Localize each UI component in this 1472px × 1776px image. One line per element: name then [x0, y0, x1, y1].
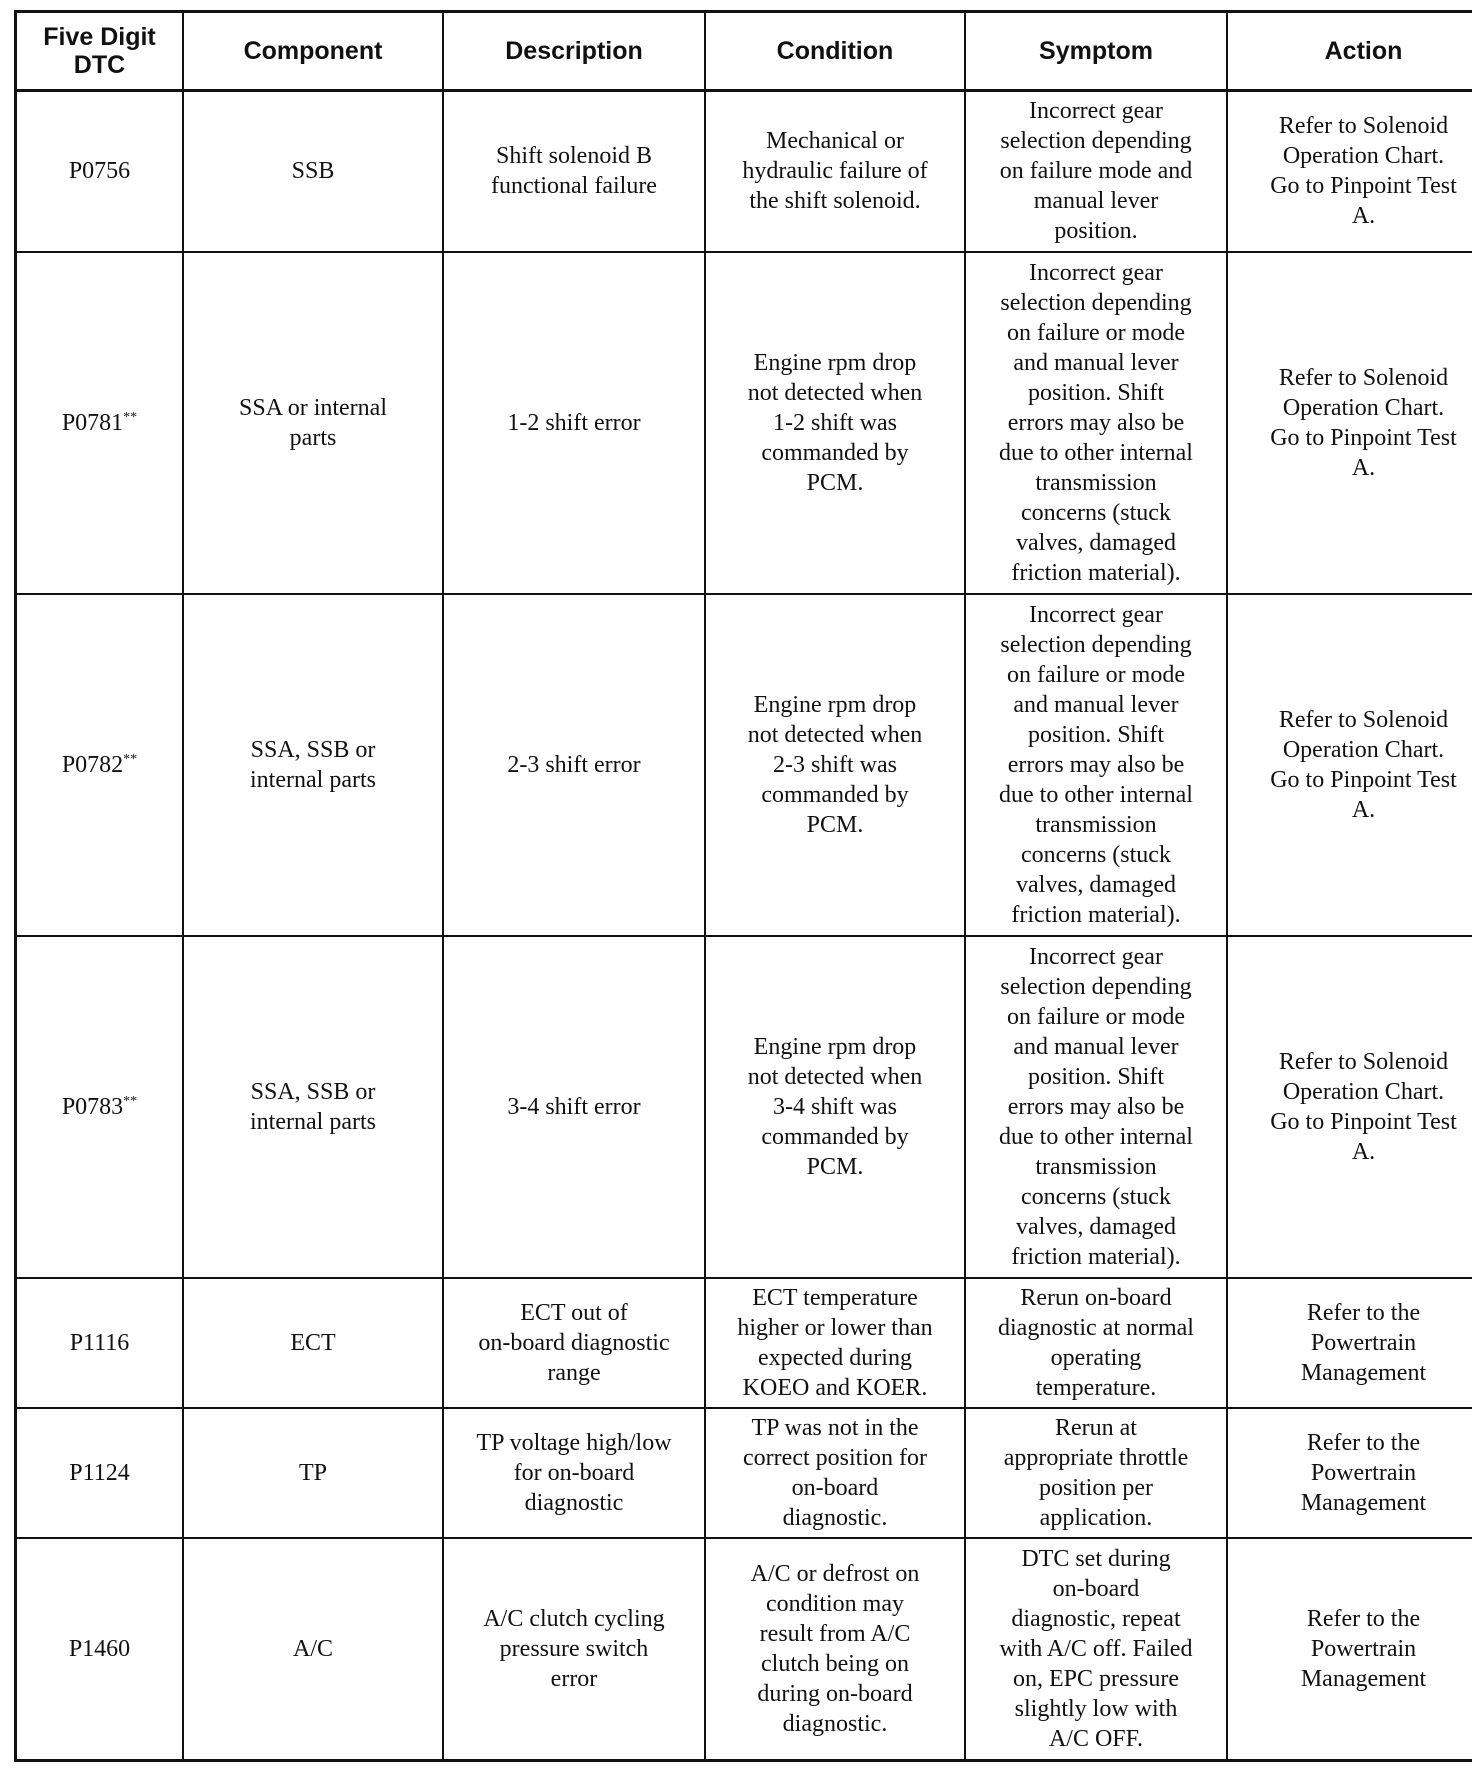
symptom-cell: Incorrect gear selection depending on failure mode and manual lever position.	[965, 91, 1227, 252]
description-cell: A/C clutch cycling pressure switch error	[443, 1538, 705, 1761]
header-description: Description	[443, 12, 705, 91]
condition-cell: A/C or defrost on condition may result from A/C clutch being on during on-board diagnostic.	[705, 1538, 965, 1761]
symptom-cell: Rerun at appropriate throttle position per application.	[965, 1408, 1227, 1538]
description-cell: 3-4 shift error	[443, 936, 705, 1278]
dtc-code-cell	[16, 594, 184, 936]
component-cell: TP	[183, 1408, 443, 1538]
condition-cell: Engine rpm drop not detected when 2-3 shift was commanded by PCM.	[705, 594, 965, 936]
action-cell: Refer to the Powertrain Management	[1227, 1408, 1472, 1538]
header-action: Action	[1227, 12, 1472, 91]
table-row	[16, 91, 1472, 252]
dtc-page	[14, 10, 1457, 1762]
dtc-code: P1116	[69, 1329, 130, 1356]
component-cell: ECT	[183, 1278, 443, 1408]
component-cell: SSA, SSB or internal parts	[183, 936, 443, 1278]
dtc-code-cell	[16, 1278, 184, 1408]
description-cell: TP voltage high/low for on-board diagnostic	[443, 1408, 705, 1538]
dtc-code: P1460	[68, 1635, 131, 1662]
footnote-mark: **	[123, 409, 138, 425]
table-row	[16, 936, 1472, 1278]
condition-cell: Engine rpm drop not detected when 1-2 shift was commanded by PCM.	[705, 252, 965, 594]
description-cell: 2-3 shift error	[443, 594, 705, 936]
action-cell: Refer to Solenoid Operation Chart. Go to Pinpoint Test A.	[1227, 594, 1472, 936]
condition-cell: Engine rpm drop not detected when 3-4 shift was commanded by PCM.	[705, 936, 965, 1278]
dtc-code: P0783	[61, 1093, 124, 1120]
dtc-code: P1124	[69, 1459, 130, 1486]
condition-cell: TP was not in the correct position for on-board diagnostic.	[705, 1408, 965, 1538]
header-condition: Condition	[705, 12, 965, 91]
dtc-code: P0782	[61, 751, 124, 778]
header-symptom: Symptom	[965, 12, 1227, 91]
table-row	[16, 1408, 1472, 1538]
condition-cell: ECT temperature higher or lower than expected during KOEO and KOER.	[705, 1278, 965, 1408]
component-cell: SSA, SSB or internal parts	[183, 594, 443, 936]
header-dtc: Five Digit DTC	[16, 12, 184, 91]
table-row	[16, 594, 1472, 936]
action-cell: Refer to Solenoid Operation Chart. Go to Pinpoint Test A.	[1227, 91, 1472, 252]
action-cell: Refer to Solenoid Operation Chart. Go to Pinpoint Test A.	[1227, 252, 1472, 594]
header-row	[16, 12, 1472, 91]
condition-cell: Mechanical or hydraulic failure of the shift solenoid.	[705, 91, 965, 252]
component-cell: SSB	[183, 91, 443, 252]
component-cell: SSA or internal parts	[183, 252, 443, 594]
table-row	[16, 1538, 1472, 1761]
table-row	[16, 1278, 1472, 1408]
symptom-cell: Incorrect gear selection depending on failure or mode and manual lever position. Shift errors may also be due to other internal transmission concerns (stuck valves, damaged friction material).	[965, 252, 1227, 594]
action-cell: Refer to Solenoid Operation Chart. Go to Pinpoint Test A.	[1227, 936, 1472, 1278]
dtc-code-cell	[16, 252, 184, 594]
symptom-cell: Rerun on-board diagnostic at normal operating temperature.	[965, 1278, 1227, 1408]
description-cell: ECT out of on-board diagnostic range	[443, 1278, 705, 1408]
dtc-code-cell	[16, 91, 184, 252]
description-cell: Shift solenoid B functional failure	[443, 91, 705, 252]
action-cell: Refer to the Powertrain Management	[1227, 1278, 1472, 1408]
dtc-code: P0756	[68, 158, 131, 185]
dtc-code-cell	[16, 936, 184, 1278]
description-cell: 1-2 shift error	[443, 252, 705, 594]
dtc-code-cell	[16, 1538, 184, 1761]
dtc-code-cell	[16, 1408, 184, 1538]
table-row	[16, 252, 1472, 594]
footnote-mark: **	[123, 1093, 138, 1109]
dtc-table	[14, 10, 1472, 1762]
component-cell: A/C	[183, 1538, 443, 1761]
symptom-cell: Incorrect gear selection depending on failure or mode and manual lever position. Shift errors may also be due to other internal transmission concerns (stuck valves, damaged friction material).	[965, 594, 1227, 936]
symptom-cell: DTC set during on-board diagnostic, repeat with A/C off. Failed on, EPC pressure slightly low with A/C OFF.	[965, 1538, 1227, 1761]
symptom-cell: Incorrect gear selection depending on failure or mode and manual lever position. Shift errors may also be due to other internal transmission concerns (stuck valves, damaged friction material).	[965, 936, 1227, 1278]
action-cell: Refer to the Powertrain Management	[1227, 1538, 1472, 1761]
footnote-mark: **	[123, 751, 138, 767]
header-component: Component	[183, 12, 443, 91]
dtc-code: P0781	[61, 409, 124, 436]
